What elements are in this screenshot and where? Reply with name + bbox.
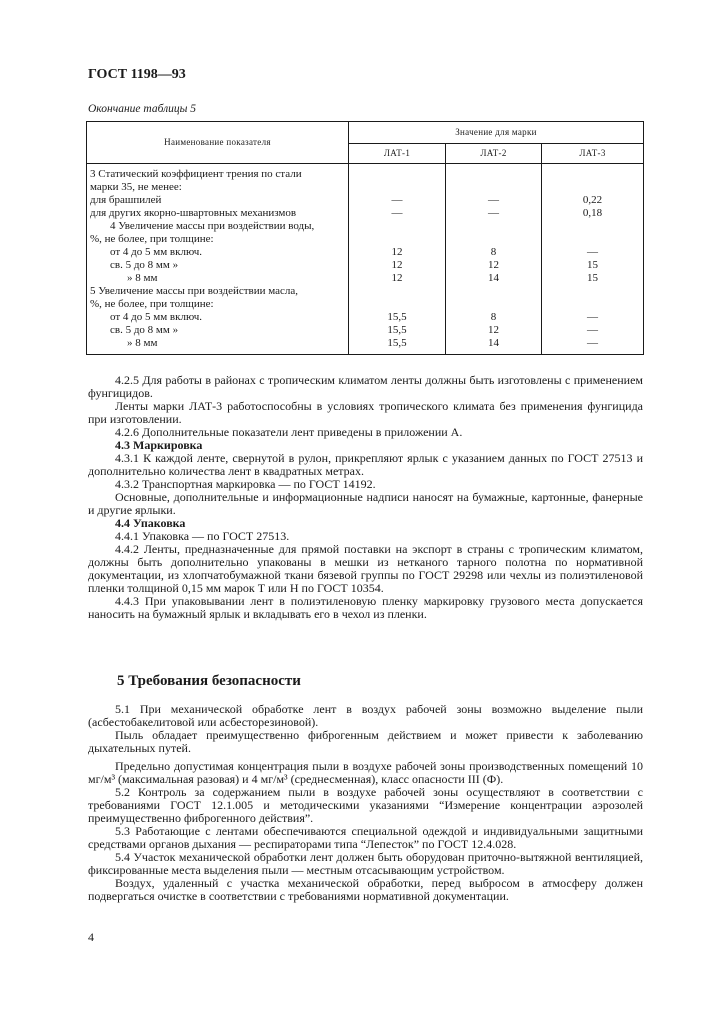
lat1-value [349,181,445,194]
paragraph: Ленты марки ЛАТ-3 работоспособны в условиях тропического климата без применения фунгицида при изготовлении. [88,399,643,426]
lat3-value: 0,18 [582,207,603,219]
lat3-value [542,168,643,181]
lat2-values-cell [446,164,542,355]
lat1-value [349,220,445,233]
lat2-value: — [488,194,499,206]
row-name: 5 Увеличение массы при воздействии масла, [90,285,299,297]
subheading-packaging: 4.4 Упаковка [115,516,186,530]
lat1-value: — [391,194,403,206]
lat3-value: — [587,311,598,323]
lat3-value: 0,22 [582,194,603,206]
row-names-cell [87,164,349,355]
table-caption: Окончание таблицы 5 [88,103,196,115]
lat2-value [446,181,541,194]
safety-text [88,703,643,903]
lat2-value [446,168,541,181]
lat3-value [542,298,643,311]
row-name: для брашпилей [90,194,162,206]
lat2-value [446,298,541,311]
paragraph-4-2-5: 4.2.5 Для работы в районах с тропическим климатом ленты должны быть изготовлены с применением фунгицидов. [88,373,643,400]
lat3-value: — [587,246,598,258]
paragraph-5-2: 5.2 Контроль за содержанием пыли в воздухе рабочей зоны осуществляют в соответствии с требованиями ГОСТ 12.1.005 и методическими указаниями “Измерение концентрации аэрозолей преимущественно фиброгенного действия”. [88,785,643,825]
lat2-value: 12 [488,259,499,271]
column-header-lat3: ЛАТ-3 [542,144,644,164]
paragraph-4-4-2: 4.4.2 Ленты, предназначенные для прямой поставки на экспорт в страны с тропическим климатом, должны быть дополнительно упакованы в мешки из нетканого тарного полотна по нормативной документации, из хлопчатобумажной ткани бязевой группы по ГОСТ 29298 или чехлы из полиэтиленовой пленки толщиной 0,15 мм марок Т или Н по ГОСТ 10354. [88,542,643,595]
lat3-value [542,220,643,233]
lat2-value [446,220,541,233]
lat2-value [446,233,541,246]
paragraph-5-4: 5.4 Участок механической обработки лент должен быть оборудован приточно-вытяжной вентиляцией, фиксированные места выделения пыли — местным отсасывающим устройством. [88,850,643,877]
lat3-value [542,181,643,194]
properties-table [86,121,644,355]
page-number: 4 [88,930,94,944]
subheading-marking: 4.3 Маркировка [115,438,203,452]
row-name: для других якорно-швартовных механизмов [90,207,297,219]
lat3-values-cell [542,164,644,355]
column-header-lat1: ЛАТ-1 [349,144,446,164]
row-name: » 8 мм [127,337,158,349]
lat2-value: — [488,207,499,219]
paragraph-4-4-3: 4.4.3 При упаковывании лент в полиэтиленовую пленку маркировку грузового места допускается наносить на бумажный ярлык и вкладывать его в чехол из пленки. [88,594,643,621]
paragraph-4-4-1: 4.4.1 Упаковка — по ГОСТ 27513. [115,529,290,543]
lat1-value: 15,5 [387,337,407,349]
paragraph-4-2-6: 4.2.6 Дополнительные показатели лент приведены в приложении А. [115,425,463,439]
lat2-value: 12 [488,324,499,336]
lat2-value: 8 [490,246,497,258]
paragraph-5-3: 5.3 Работающие с лентами обеспечиваются специальной одеждой и индивидуальными защитными средствами органов дыхания — респираторами типа “Лепесток” по ГОСТ 12.4.028. [88,824,643,851]
lat2-value [446,285,541,298]
paragraph-5-1: 5.1 При механической обработке лент в воздух рабочей зоны возможно выделение пыли (асбестобакелитовой или асбесторезиновой). [88,702,643,729]
lat1-value: — [391,207,403,219]
row-name: 3 Статический коэффициент трения по стали [90,168,302,180]
lat3-value: — [587,337,598,349]
row-name: %, не более, при толщине: [90,233,214,245]
section-title: 5 Требования безопасности [117,673,301,689]
lat3-value [542,285,643,298]
row-name: » 8 мм [127,272,158,284]
lat2-value: 14 [488,337,499,349]
row-name: 4 Увеличение массы при воздействии воды, [110,220,315,232]
lat1-value: 15,5 [387,324,407,336]
main-text [88,374,643,621]
lat2-value: 8 [490,311,497,323]
column-header-lat2: ЛАТ-2 [446,144,542,164]
row-name: марки 35, не менее: [90,181,182,193]
column-header-name: Наименование показателя [87,122,349,164]
lat1-value: 12 [391,272,403,284]
lat1-value [349,233,445,246]
row-name: от 4 до 5 мм включ. [110,246,203,258]
lat3-value: 15 [587,259,598,271]
lat2-value: 14 [488,272,499,284]
row-name: св. 5 до 8 мм » [110,324,179,336]
paragraph-4-3-1: 4.3.1 К каждой ленте, свернутой в рулон, прикрепляют ярлык с указанием данных по ГОСТ 27513 и дополнительно количества лент в квадратных метрах. [88,451,643,478]
paragraph-4-3-2: 4.3.2 Транспортная маркировка — по ГОСТ 14192. [115,477,376,491]
column-header-group: Значение для марки [349,122,644,144]
lat1-values-cell [349,164,446,355]
row-name: %, не более, при толщине: [90,298,214,310]
paragraph: Пыль обладает преимущественно фиброгенным действием и может привести к заболеванию дыхательных путей. [88,728,643,755]
document-id: ГОСТ 1198—93 [88,67,186,82]
lat3-value: 15 [587,272,598,284]
lat1-value [349,298,445,311]
paragraph: Воздух, удаленный с участка механической обработки, перед выбросом в атмосферу должен подвергаться очистке в соответствии с требованиями нормативной документации. [88,876,643,903]
paragraph: Предельно допустимая концентрация пыли в воздухе рабочей зоны производственных помещений 10 мг/м³ (максимальная разовая) и 4 мг/м³ (среднесменная), класс опасности III (Ф). [88,759,643,786]
lat1-value [349,285,445,298]
lat3-value: — [587,324,598,336]
lat1-value: 15,5 [387,311,407,323]
lat1-value: 12 [391,259,403,271]
row-name: св. 5 до 8 мм » [110,259,179,271]
lat1-value [349,168,445,181]
lat3-value [542,233,643,246]
row-name: от 4 до 5 мм включ. [110,311,203,323]
paragraph: Основные, дополнительные и информационные надписи наносят на бумажные, картонные, фанерные и другие ярлыки. [88,490,643,517]
lat1-value: 12 [391,246,403,258]
